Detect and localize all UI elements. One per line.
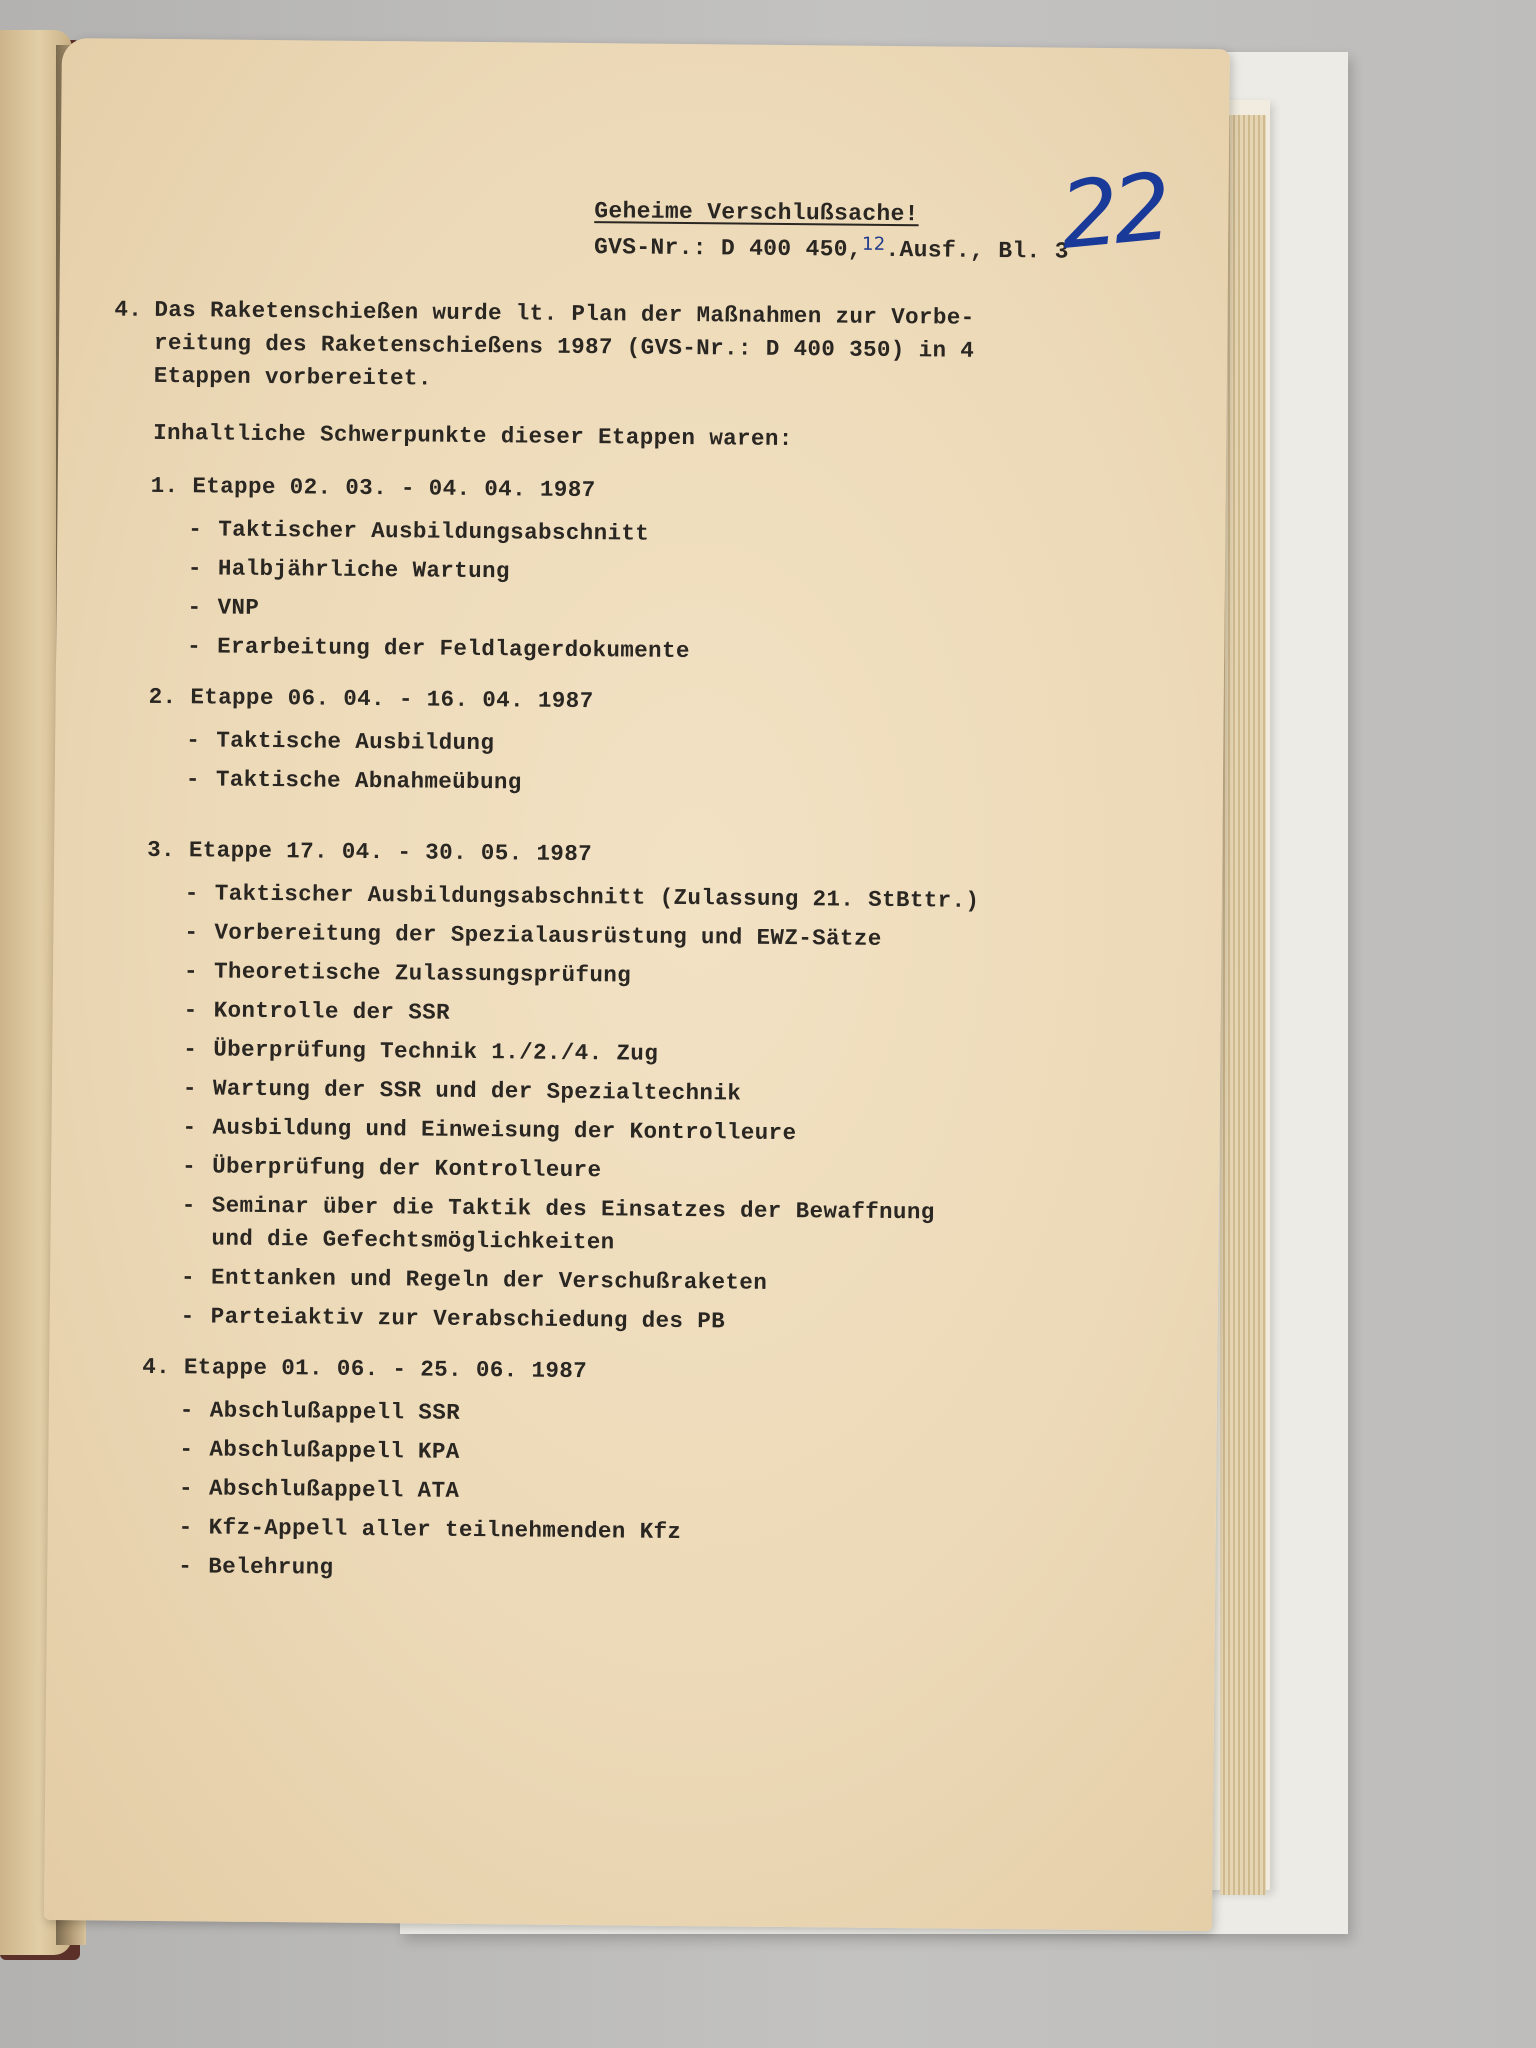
list-item-text: Taktische Ausbildung	[216, 727, 495, 757]
document-header	[594, 193, 1069, 271]
list-item-text: Vorbereitung der Spezialausrüstung und EWZ-Sätze	[214, 919, 882, 952]
list-item	[188, 513, 1172, 555]
list-item	[182, 1111, 1166, 1153]
list-item-text: Taktischer Ausbildungsabschnitt (Zulassung 21. StBttr.)	[214, 880, 980, 914]
stage-title: 2. Etappe 06. 04. - 16. 04. 1987	[148, 683, 594, 715]
dash-bullet: -	[182, 1114, 197, 1141]
handwritten-sheet-number: 22	[1055, 153, 1171, 270]
list-item	[181, 1189, 1166, 1264]
dash-bullet: -	[180, 1264, 196, 1291]
list-item-text: Kfz-Appell aller teilnehmenden Kfz	[208, 1514, 682, 1546]
list-item	[181, 1300, 1165, 1342]
list-item-text: Taktischer Ausbildungsabschnitt	[218, 516, 650, 547]
list-item	[186, 724, 1170, 766]
stage-item-list	[140, 1394, 1164, 1593]
list-item-text: Seminar über die Taktik des Einsatzes der Bewaffnung und die Gefechtsmöglichkeiten	[211, 1192, 935, 1256]
dash-bullet: -	[178, 1475, 194, 1502]
stage-item-list	[148, 724, 1171, 806]
reference-line	[594, 229, 1069, 271]
list-item-text: Parteiaktiv zur Verabschiedung des PB	[210, 1303, 726, 1335]
list-item-text: Theoretische Zulassungsprüfung	[213, 958, 632, 989]
dash-bullet: -	[185, 766, 200, 793]
dash-bullet: -	[188, 516, 203, 543]
list-item	[187, 591, 1171, 633]
section-number: 4.	[114, 296, 143, 323]
list-item-text: Taktische Abnahmeübung	[215, 766, 522, 796]
list-item-text: Ausbildung und Einweisung der Kontrolleure	[212, 1114, 797, 1147]
dash-bullet: -	[178, 1553, 193, 1580]
list-item-text: Überprüfung der Kontrolleure	[212, 1153, 602, 1184]
dash-bullet: -	[178, 1514, 193, 1541]
list-item	[178, 1550, 1162, 1592]
page-edge-stack	[1220, 115, 1266, 1895]
dash-bullet: -	[186, 727, 201, 754]
stage-1	[149, 470, 1173, 673]
stage-title: 4. Etappe 01. 06. - 25. 06. 1987	[142, 1353, 588, 1385]
list-item-text: Belehrung	[208, 1553, 334, 1581]
list-item	[181, 1261, 1165, 1303]
stage-item-list	[143, 877, 1169, 1343]
dash-bullet: -	[180, 1303, 195, 1330]
reference-suffix: .Ausf., Bl. 3	[885, 236, 1069, 265]
list-item-text: Wartung der SSR und der Spezialtechnik	[212, 1075, 742, 1107]
list-item	[184, 916, 1168, 958]
dash-bullet: -	[182, 1075, 197, 1102]
list-item-text: Abschlußappell SSR	[209, 1397, 461, 1426]
list-item-text: Kontrolle der SSR	[213, 997, 451, 1026]
stage-2	[148, 681, 1171, 806]
dash-bullet: -	[182, 1153, 197, 1180]
stage-title: 1. Etappe 02. 03. - 04. 04. 1987	[150, 472, 596, 504]
list-item	[180, 1394, 1164, 1436]
list-item	[184, 955, 1168, 997]
list-item	[179, 1511, 1163, 1553]
stage-title: 3. Etappe 17. 04. - 30. 05. 1987	[147, 836, 593, 868]
list-item-text: Überprüfung Technik 1./2./4. Zug	[213, 1036, 659, 1067]
dash-bullet: -	[187, 594, 202, 621]
list-item	[182, 1150, 1166, 1192]
dash-bullet: -	[183, 1036, 198, 1063]
dash-bullet: -	[179, 1436, 194, 1463]
reference-prefix: GVS-Nr.: D 400 450,	[593, 234, 863, 263]
list-item	[184, 994, 1168, 1036]
section-intro: Inhaltliche Schwerpunkte dieser Etappen waren:	[153, 419, 793, 453]
document-page	[44, 38, 1230, 1931]
dash-bullet: -	[183, 997, 198, 1024]
list-item	[183, 1033, 1167, 1075]
list-item	[183, 1072, 1167, 1114]
stage-4	[140, 1351, 1164, 1593]
classification-label: Geheime Verschlußsache!	[594, 198, 919, 228]
list-item-text: Abschlußappell KPA	[209, 1436, 460, 1465]
stage-item-list	[149, 513, 1172, 673]
stage-3	[143, 834, 1170, 1343]
list-item	[188, 552, 1172, 594]
dash-bullet: -	[184, 880, 199, 907]
list-item	[185, 877, 1169, 919]
list-item-text: Erarbeitung der Feldlagerdokumente	[217, 633, 690, 665]
list-item	[186, 763, 1170, 805]
list-item	[187, 630, 1171, 672]
dash-bullet: -	[181, 1192, 196, 1219]
list-item-text: VNP	[217, 594, 260, 621]
section-paragraph	[114, 294, 1175, 403]
dash-bullet: -	[179, 1397, 194, 1424]
dash-bullet: -	[187, 633, 202, 660]
list-item	[179, 1433, 1163, 1475]
section-text: Das Raketenschießen wurde lt. Plan der Maßnahmen zur Vorbe- reitung des Raketenschießens 1987 (GVS-Nr.: D 400 350) in 4 Etappen vorbereitet.	[153, 296, 975, 392]
list-item	[179, 1472, 1163, 1514]
list-item-text: Halbjährliche Wartung	[217, 555, 510, 585]
document-body	[102, 294, 1174, 1611]
dash-bullet: -	[187, 555, 202, 582]
dash-bullet: -	[183, 958, 199, 985]
list-item-text: Abschlußappell ATA	[208, 1475, 460, 1504]
dash-bullet: -	[184, 919, 199, 946]
copy-number-handwritten: 12	[861, 233, 886, 255]
list-item-text: Enttanken und Regeln der Verschußraketen	[210, 1264, 768, 1296]
